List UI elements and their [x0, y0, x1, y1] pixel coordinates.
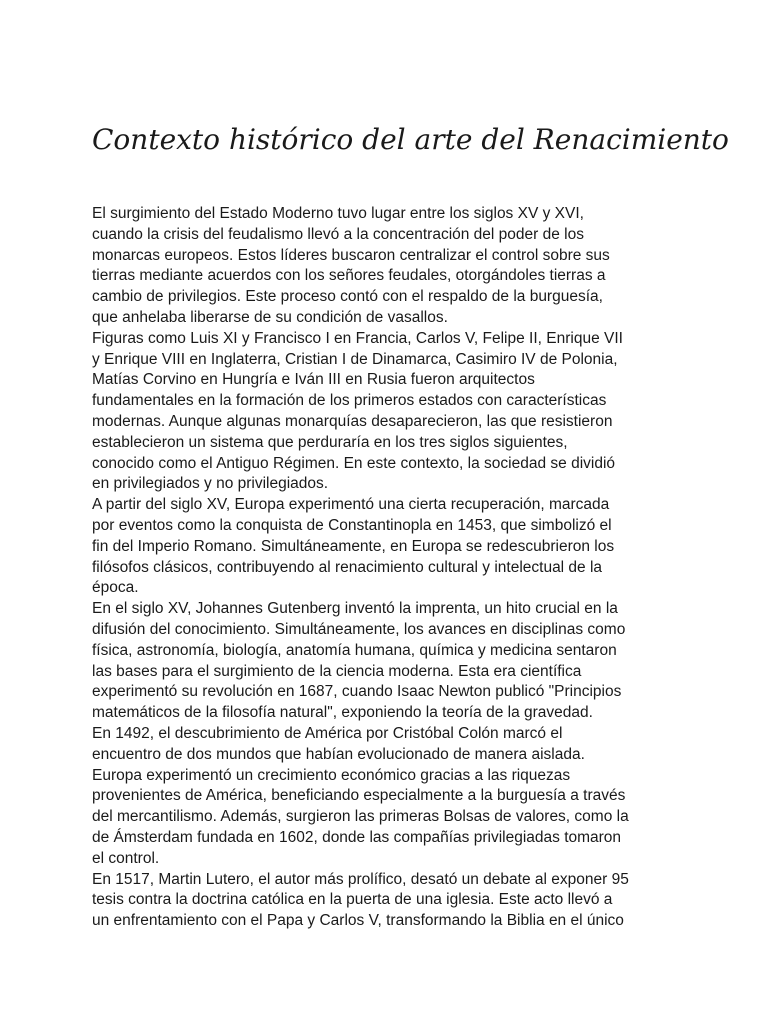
text-line: tierras mediante acuerdos con los señores feudales, otorgándoles tierras a	[92, 267, 606, 285]
text-line: y Enrique VIII en Inglaterra, Cristian I de Dinamarca, Casimiro IV de Polonia,	[92, 350, 618, 368]
text-line: las bases para el surgimiento de la ciencia moderna. Esta era científica	[92, 662, 582, 680]
text-line: cambio de privilegios. Este proceso contó con el respaldo de la burguesía,	[92, 288, 603, 306]
text-line: en privilegiados y no privilegiados.	[92, 475, 329, 493]
text-line: A partir del siglo XV, Europa experimentó una cierta recuperación, marcada	[92, 496, 610, 514]
text-line: de Ámsterdam fundada en 1602, donde las compañías privilegiadas tomaron	[92, 828, 622, 846]
text-line: un enfrentamiento con el Papa y Carlos V, transformando la Biblia en el único	[92, 912, 624, 930]
text-line: conocido como el Antiguo Régimen. En este contexto, la sociedad se dividió	[92, 454, 616, 472]
text-line: Matías Corvino en Hungría e Iván III en Rusia fueron arquitectos	[92, 371, 535, 389]
text-line: encuentro de dos mundos que habían evolucionado de manera aislada.	[92, 745, 585, 763]
text-line: monarcas europeos. Estos líderes buscaron centralizar el control sobre sus	[92, 246, 610, 264]
text-line: Europa experimentó un crecimiento económico gracias a las riquezas	[92, 766, 571, 784]
text-line: experimentó su revolución en 1687, cuando Isaac Newton publicó "Principios	[92, 683, 622, 701]
text-line: establecieron un sistema que perduraría en los tres siglos siguientes,	[92, 433, 568, 451]
text-line: época.	[92, 579, 139, 597]
text-line: Figuras como Luis XI y Francisco I en Francia, Carlos V, Felipe II, Enrique VII	[92, 329, 623, 347]
text-line: En 1517, Martin Lutero, el autor más prolífico, desató un debate al exponer 95	[92, 870, 629, 888]
text-line: matemáticos de la filosofía natural", exponiendo la teoría de la gravedad.	[92, 704, 593, 722]
text-line: el control.	[92, 849, 160, 867]
text-line: del mercantilismo. Además, surgieron las primeras Bolsas de valores, como la	[92, 808, 629, 826]
document-body	[92, 204, 682, 932]
text-line: modernas. Aunque algunas monarquías desaparecieron, las que resistieron	[92, 412, 613, 430]
text-line: fin del Imperio Romano. Simultáneamente, en Europa se redescubrieron los	[92, 537, 615, 555]
document-title: Contexto histórico del arte del Renacimiento	[92, 123, 729, 156]
text-line: tesis contra la doctrina católica en la puerta de una iglesia. Este acto llevó a	[92, 891, 613, 909]
text-line: que anhelaba liberarse de su condición de vasallos.	[92, 308, 448, 326]
text-line: cuando la crisis del feudalismo llevó a la concentración del poder de los	[92, 225, 584, 243]
text-line: En 1492, el descubrimiento de América por Cristóbal Colón marcó el	[92, 724, 563, 742]
text-line: por eventos como la conquista de Constantinopla en 1453, que simbolizó el	[92, 516, 612, 534]
text-line: En el siglo XV, Johannes Gutenberg inventó la imprenta, un hito crucial en la	[92, 600, 618, 618]
text-line: física, astronomía, biología, anatomía humana, química y medicina sentaron	[92, 641, 617, 659]
text-line: difusión del conocimiento. Simultáneamente, los avances en disciplinas como	[92, 620, 626, 638]
text-line: provenientes de América, beneficiando especialmente a la burguesía a través	[92, 787, 626, 805]
text-line: filósofos clásicos, contribuyendo al renacimiento cultural y intelectual de la	[92, 558, 603, 576]
text-line: fundamentales en la formación de los primeros estados con características	[92, 392, 607, 410]
text-line: El surgimiento del Estado Moderno tuvo lugar entre los siglos XV y XVI,	[92, 205, 584, 222]
